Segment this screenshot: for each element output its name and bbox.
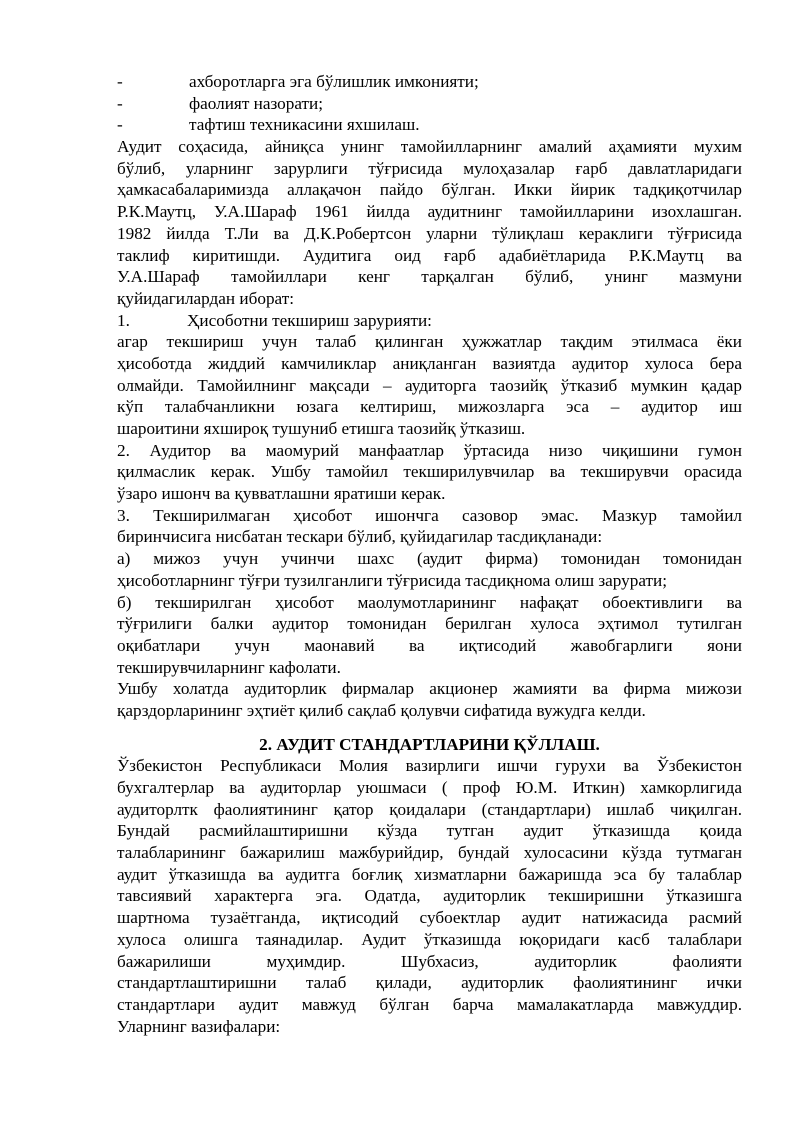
bullet-text: фаолият назорати; bbox=[189, 93, 323, 113]
paragraph-item-b bbox=[117, 592, 742, 679]
paragraph-principle-1 bbox=[117, 331, 742, 439]
paragraph-item-a bbox=[117, 548, 742, 591]
text-line: Уларнинг вазифалари: bbox=[117, 1016, 281, 1036]
paragraph-principle-2 bbox=[117, 440, 742, 505]
paragraph-conclusion bbox=[117, 678, 742, 721]
text-line: таклиф киритишди. Аудитига оид ғарб адабиётларида Р.К.Маутц ва bbox=[117, 245, 742, 265]
text-line: а) мижоз учун учинчи шахс (аудит фирма) томонидан томонидан bbox=[117, 549, 742, 569]
text-line: талабларининг бажарилиш мажбурийдир, бундай хулосасини кўзда тутмаган bbox=[117, 843, 742, 863]
text-line: тўғрилиги балки аудитор томонидан берилган хулоса эҳтимол тутилган bbox=[117, 614, 742, 634]
text-line: стандартлаштиришни талаб қилади, аудиторлик фаолиятининг ички bbox=[117, 973, 742, 993]
text-line: Р.К.Маутц, У.А.Шараф 1961 йилда аудитнинг тамойилларини изохлашган. bbox=[117, 202, 742, 222]
text-line: текширувчиларнинг кафолати. bbox=[117, 657, 341, 677]
text-line: олмайди. Тамойилнинг мақсади – аудиторга таозийқ ўтказиб мумкин қадар bbox=[117, 375, 742, 395]
numbered-item bbox=[117, 310, 742, 332]
bullet-item bbox=[117, 114, 742, 136]
text-line: 3. Текширилмаган ҳисобот ишончга сазовор эмас. Мазкур тамойил bbox=[117, 505, 742, 525]
text-line: тавсиявий характерга эга. Одатда, аудиторлик текширишни ўтказишга bbox=[117, 886, 742, 906]
text-line: агар текшириш учун талаб қилинган ҳужжатлар тақдим этилмаса ёки bbox=[117, 332, 742, 352]
bullet-item bbox=[117, 93, 742, 115]
paragraph-principle-3 bbox=[117, 505, 742, 548]
text-line: қарздорларининг эҳтиёт қилиб сақлаб қолувчи сифатида вужудга келди. bbox=[117, 700, 646, 720]
text-line: шароитини яхшироқ тушуниб етишга таозийқ ўтказиш. bbox=[117, 419, 526, 438]
text-line: бухгалтерлар ва аудиторлар уюшмаси ( проф Ю.М. Иткин) хамкорлигида bbox=[117, 778, 742, 797]
text-line: қуйидагилардан иборат: bbox=[117, 288, 295, 308]
bullet-text: тафтиш техникасини яхшилаш. bbox=[189, 115, 420, 135]
text-line: бўлиб, уларнинг зарурлиги тўғрисида мулоҳазалар ғарб давлатларидаги bbox=[117, 158, 742, 178]
text-line: Ушбу холатда аудиторлик фирмалар акционер жамияти ва фирма мижози bbox=[117, 679, 742, 699]
text-line: Аудит соҳасида, айниқса унинг тамойилларнинг амалий аҳамияти мухим bbox=[117, 137, 742, 157]
text-line: бажарилиши муҳимдир. Шубхасиз, аудиторлик фаолияти bbox=[117, 951, 742, 971]
text-line: У.А.Шараф тамойиллари кенг тарқалган бўлиб, унинг мазмуни bbox=[117, 267, 742, 287]
text-line: ҳисоботда жиддий камчиликлар аниқланган вазиятда аудитор хулоса бера bbox=[117, 353, 742, 373]
text-line: ҳисоботларнинг тўғри тузилганлиги тўғрисида тасдиқнома олиш зарурати; bbox=[117, 570, 668, 590]
text-line: хулоса олишга таянадилар. Аудит ўтказишда юқоридаги касб талаблари bbox=[117, 929, 742, 949]
bullet-dash: - bbox=[117, 72, 123, 91]
text-line: аудит ўтказишда ва аудитга боғлиқ хизматларни бажаришда эса бу талаблар bbox=[117, 864, 742, 884]
text-line: 2. Аудитор ва маомурий манфаатлар ўртасида низо чиқишини гумон bbox=[117, 440, 742, 460]
item-text: Ҳисоботни текшириш зарурияти: bbox=[187, 310, 432, 330]
bullet-dash: - bbox=[117, 93, 123, 113]
bullet-text: ахборотларга эга бўлишлик имконияти; bbox=[189, 72, 479, 91]
text-line: ҳамкасабаларимизда аллақачон пайдо бўлган. Икки йирик тадқиқотчилар bbox=[117, 180, 742, 200]
paragraph-standards bbox=[117, 755, 742, 1037]
item-number: 1. bbox=[117, 310, 130, 330]
section-heading: 2. АУДИТ СТАНДАРТЛАРИНИ ҚЎЛЛАШ. bbox=[259, 734, 600, 754]
text-line: ўзаро ишонч ва қувватлашни яратиши керак. bbox=[117, 484, 446, 504]
text-line: кўп талабчанликни юзага келтириш, мижозларга эса – аудитор иш bbox=[117, 397, 742, 417]
text-line: б) текширилган ҳисобот маолумотларининг нафақат обоективлиги ва bbox=[117, 592, 742, 612]
text-line: оқибатлари учун маонавий ва иқтисодий жавобгарлиги яони bbox=[117, 635, 742, 655]
bullet-dash: - bbox=[117, 115, 123, 135]
document-page bbox=[117, 71, 742, 1037]
text-line: аудиторлтк фаолиятининг қатор қоидалари (стандартлари) ишлаб чиқилган. bbox=[117, 799, 742, 819]
bullet-item bbox=[117, 71, 742, 93]
text-line: Бундай расмийлаштиришни кўзда тутган аудит ўтказишда қоида bbox=[117, 821, 742, 841]
text-line: биринчисига нисбатан тескари бўлиб, қуйидагилар тасдиқланади: bbox=[117, 527, 603, 547]
text-line: Ўзбекистон Республикаси Молия вазирлиги ишчи гурухи ва Ўзбекистон bbox=[117, 756, 742, 776]
paragraph-principles-intro bbox=[117, 136, 742, 310]
text-line: шартнома тузаётганда, иқтисодий субоектлар аудит натижасида расмий bbox=[117, 908, 742, 928]
text-line: қилмаслик керак. Ушбу тамойил текширилувчилар ва текширувчи орасида bbox=[117, 462, 742, 482]
text-line: стандартлари аудит мавжуд бўлган барча мамалакатларда мавжуддир. bbox=[117, 994, 742, 1014]
text-line: 1982 йилда Т.Ли ва Д.К.Робертсон уларни тўлиқлаш кераклиги тўғрисида bbox=[117, 223, 742, 243]
